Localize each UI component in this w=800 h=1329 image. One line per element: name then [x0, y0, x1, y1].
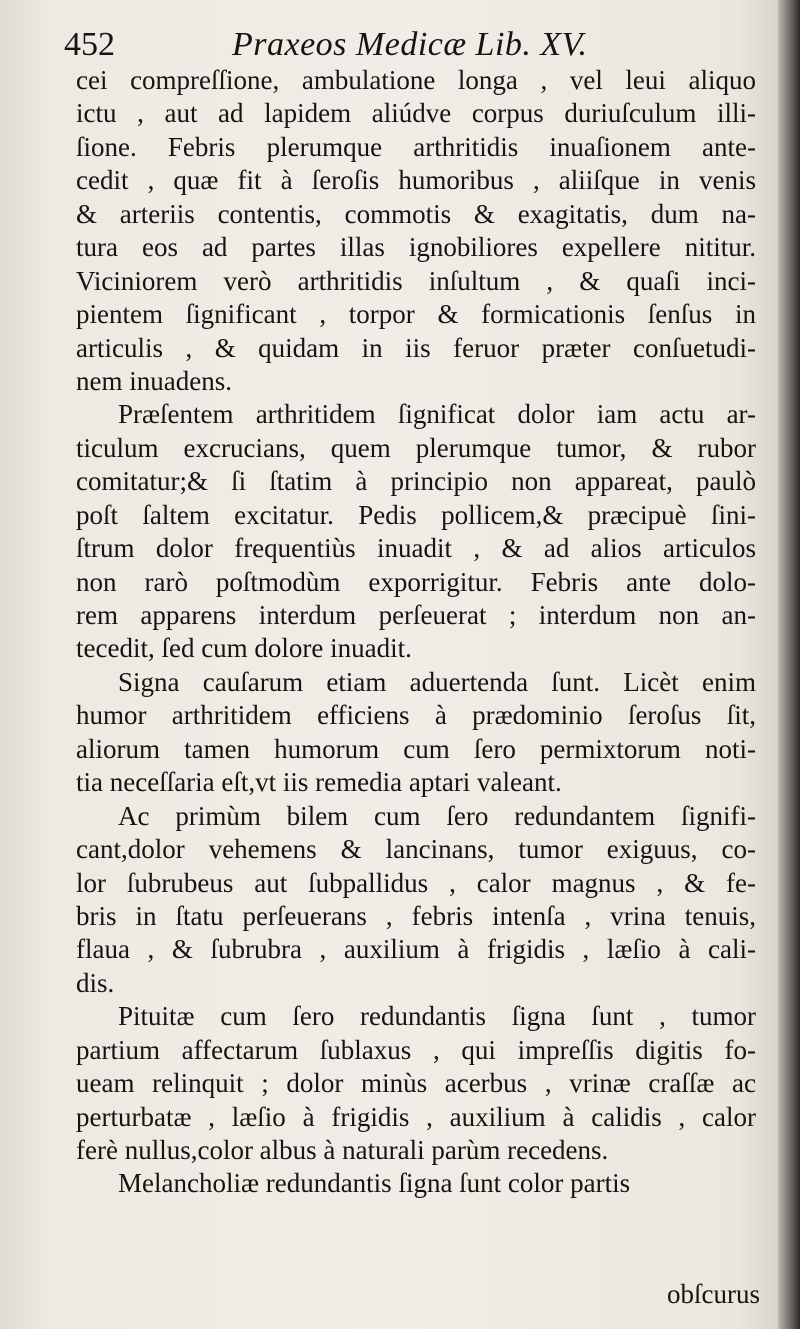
text-line: Signa cauſarum etiam aduertenda ſunt. Licèt enim — [118, 666, 756, 697]
text-line: cedit , quæ fit à ſeroſis humoribus , aliiſque in venis — [76, 165, 756, 196]
catchword: obſcurus — [667, 1279, 760, 1309]
text-line: dis. — [76, 967, 115, 998]
text-line: & arteriis contentis, commotis & exagitatis, dum na- — [76, 198, 756, 229]
page-header — [64, 22, 754, 68]
text-line: poſt ſaltem excitatur. Pedis pollicem,& præcipuè ſini- — [76, 499, 756, 530]
text-line: rem apparens interdum perſeuerat ; interdum non an- — [76, 600, 756, 630]
text-line: ferè nullus,color albus à naturali parùm recedens. — [76, 1135, 609, 1165]
paragraph — [76, 398, 756, 666]
text-line: flaua , & ſubrubra , auxilium à frigidis , læſio à cali- — [76, 934, 756, 965]
running-title: Praxeos Medicæ Lib. XV. — [232, 26, 588, 63]
text-line: ueam relinquit ; dolor minùs acerbus , vrinæ craſſæ ac — [76, 1068, 756, 1099]
text-line: aliorum tamen humorum cum ſero permixtorum noti- — [76, 733, 756, 764]
text-line: Melancholiæ redundantis ſigna ſunt color partis — [118, 1168, 631, 1199]
text-line: ticulum excrucians, quem plerumque tumor, & rubor — [76, 432, 756, 463]
text-line: perturbatæ , læſio à frigidis , auxilium à calidis , calor — [76, 1101, 756, 1132]
text-line: nem inuadens. — [76, 365, 232, 396]
text-line: ſione. Febris plerumque arthritidis inuaſionem ante- — [76, 131, 756, 162]
text-line: bris in ſtatu perſeuerans , febris intenſa , vrina tenuis, — [76, 900, 756, 931]
text-line: lor ſubrubeus aut ſubpallidus , calor magnus , & fe- — [76, 867, 756, 898]
text-line: tecedit, ſed cum dolore inuadit. — [76, 633, 412, 664]
paragraph — [76, 800, 756, 1001]
text-line: pientem ſignificant , torpor & formicationis ſenſus in — [76, 299, 756, 330]
text-line: Præſentem arthritidem ſignificat dolor iam actu ar- — [118, 399, 756, 430]
text-line: Viciniorem verò arthritidis inſultum , & quaſi inci- — [76, 265, 756, 296]
text-line: Ac primùm bilem cum ſero redundantem ſignifi- — [118, 800, 756, 831]
text-line: cant,dolor vehemens & lancinans, tumor exiguus, co- — [76, 834, 756, 865]
text-line: cei compreſſione, ambulatione longa , vel leui aliquo — [76, 65, 756, 95]
text-line: comitatur;& ſi ſtatim à principio non appareat, paulò — [76, 466, 756, 497]
paragraph — [76, 666, 756, 800]
text-line: Pituitæ cum ſero redundantis ſigna ſunt , tumor — [118, 1001, 756, 1032]
text-line: tia neceſſaria eſt,vt iis remedia aptari valeant. — [76, 767, 562, 798]
page-number: 452 — [64, 26, 115, 63]
paragraph — [76, 64, 756, 398]
paragraph — [76, 1167, 756, 1200]
text-line: ictu , aut ad lapidem aliúdve corpus duriuſculum illi- — [76, 98, 756, 129]
text-line: humor arthritidem efficiens à prædominio ſeroſus ſit, — [76, 700, 756, 731]
body-text — [76, 64, 756, 1201]
text-line: tura eos ad partes illas ignobiliores expellere nititur. — [76, 232, 756, 263]
paragraph — [76, 1000, 756, 1167]
text-line: partium affectarum ſublaxus , qui impreſſis digitis fo- — [76, 1034, 756, 1065]
binding-gutter — [778, 0, 800, 1329]
text-line: ſtrum dolor frequentiùs inuadit , & ad alios articulos — [76, 533, 756, 564]
text-line: articulis , & quidam in iis feruor præter conſuetudi- — [76, 332, 756, 363]
text-line: non rarò poſtmodùm exporrigitur. Febris ante dolo- — [76, 566, 756, 597]
